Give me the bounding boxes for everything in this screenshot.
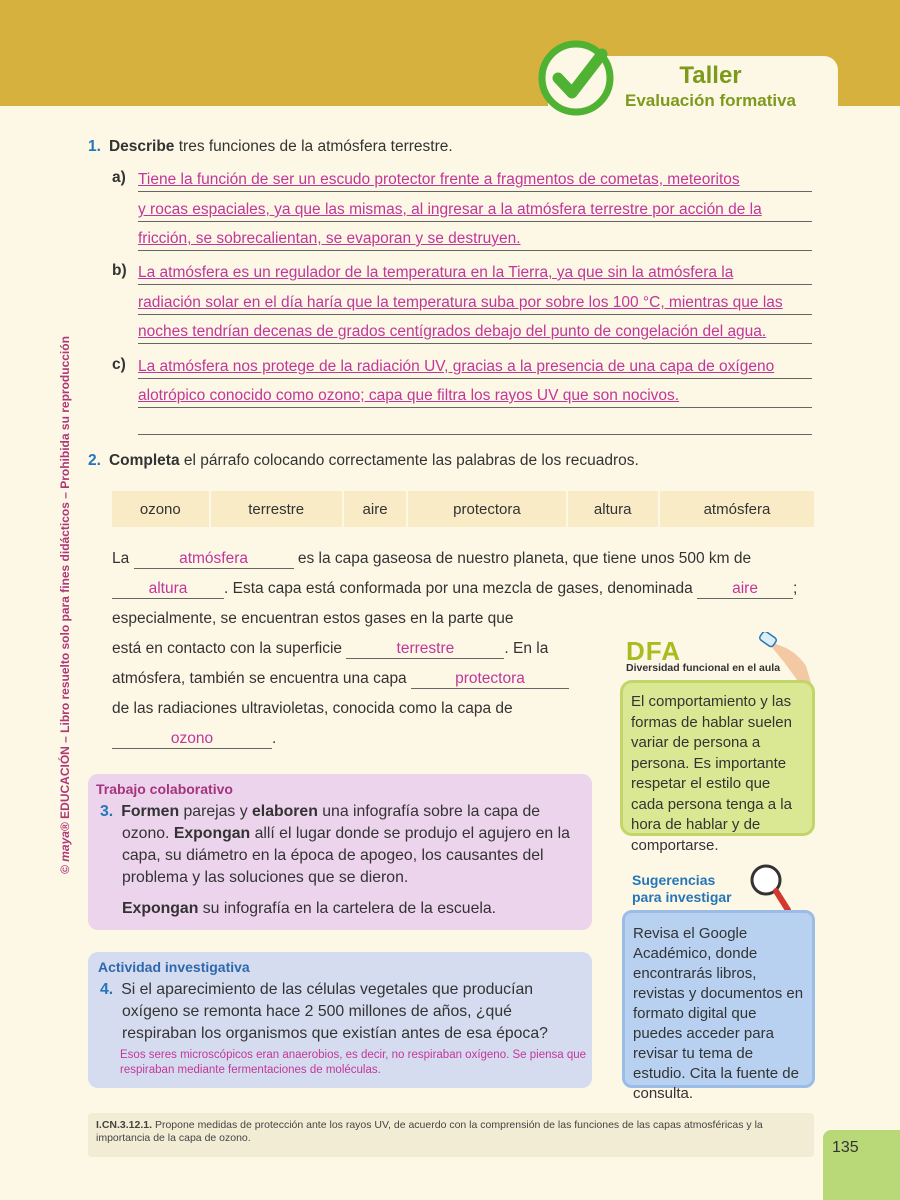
word-cell: aire: [343, 491, 408, 527]
text: Expongan: [122, 900, 199, 917]
word-cell: atmósfera: [659, 491, 814, 527]
word-bank: [112, 491, 814, 527]
text: atmósfera, también se encuentra una capa: [112, 670, 411, 687]
word-cell: protectora: [407, 491, 566, 527]
fill-blank: ozono: [112, 730, 272, 749]
answer-line: noches tendrían decenas de grados centígrados debajo del punto de congelación del agua.: [138, 321, 812, 344]
paragraph-line: especialmente, se encuentran estos gases en la parte que: [112, 610, 514, 627]
fill-blank: protectora: [411, 670, 569, 689]
question-text: el párrafo colocando correctamente las palabras de los recuadros.: [179, 452, 639, 469]
question-number: 2.: [88, 452, 101, 469]
investigation-answer: Esos seres microscópicos eran anaerobios, es decir, no respiraban oxígeno. Se piensa que respiraban mediante fermentaciones de moléculas.: [120, 1049, 587, 1076]
paragraph-line: de las radiaciones ultravioletas, conocida como la capa de: [112, 700, 513, 717]
word-cell: altura: [567, 491, 659, 527]
section-subtitle: Evaluación formativa: [624, 91, 796, 110]
side-credit: © maya® EDUCACIÓN – Libro resuelto solo para fines didácticos – Prohibida su reproducción: [58, 336, 72, 874]
question-1: [88, 138, 453, 156]
text: . Esta capa está conformada por una mezcla de gases, denominada: [224, 580, 698, 597]
fill-blank: atmósfera: [134, 550, 294, 569]
item-label-c: c): [112, 356, 126, 373]
fill-blank: aire: [697, 580, 793, 599]
text: . En la: [504, 640, 549, 657]
question-verb: Describe: [108, 138, 175, 155]
text: ;: [793, 580, 798, 597]
question-number: 4.: [100, 981, 114, 998]
answer-line: La atmósfera nos protege de la radiación UV, gracias a la presencia de una capa de oxígeno: [138, 356, 812, 379]
word-cell: ozono: [139, 500, 181, 518]
answer-line: alotrópico conocido como ozono; capa que filtra los rayos UV que son nocivos.: [138, 385, 812, 408]
collab-text: [100, 801, 580, 920]
paragraph-line: [112, 550, 751, 569]
dfa-subtitle: Diversidad funcional en el aula: [626, 662, 781, 674]
answer-line: [138, 412, 812, 435]
answer-line: Tiene la función de ser un escudo protector frente a fragmentos de cometas, meteoritos: [138, 169, 812, 192]
question-number: 3.: [100, 803, 114, 820]
text: La: [112, 550, 134, 567]
text: para investigar: [632, 889, 732, 905]
text: es la capa gaseosa de nuestro planeta, que tiene unos 500 km de: [293, 550, 752, 567]
text: parejas y: [179, 803, 253, 820]
investigation-title: Actividad investigativa: [98, 959, 250, 975]
word-cell: terrestre: [210, 491, 343, 527]
text: una infografía sobre la capa de ozono.: [122, 803, 541, 842]
text: Propone medidas de protección ante los rayos UV, de acuerdo con la comprensión de las funciones de las capas atmosféricas y la importancia de la capa de ozono.: [96, 1119, 763, 1144]
answer-line: y rocas espaciales, ya que las mismas, al ingresar a la atmósfera terrestre por acción de la: [138, 199, 812, 222]
text: elaboren: [252, 803, 318, 820]
suggestions-title: [632, 872, 732, 906]
dfa-logo: DFA: [626, 636, 681, 666]
text: allí el lugar donde se produjo el agujero en la capa, su diámetro en la época de apogeo, los causantes del problema y las soluciones que se dieron.: [122, 825, 570, 886]
text: está en contacto con la superficie: [112, 640, 347, 657]
collab-title: Trabajo colaborativo: [96, 781, 233, 797]
answer-line: La atmósfera es un regulador de la temperatura en la Tierra, ya que sin la atmósfera la: [138, 262, 812, 285]
text: su infografía en la cartelera de la escuela.: [198, 900, 497, 917]
item-label-b: b): [112, 262, 127, 279]
fill-blank: altura: [112, 580, 224, 599]
paragraph-line: [112, 580, 797, 599]
dfa-box: El comportamiento y las formas de hablar suelen variar de persona a persona. Es importante respetar el estilo que cada persona tenga a la hora de hablar y de comportarse.: [620, 680, 815, 836]
page-number: 135: [832, 1139, 859, 1156]
paragraph-line: [112, 670, 569, 689]
text: I.CN.3.12.1.: [96, 1119, 153, 1131]
text: .: [272, 730, 277, 747]
indicator-text: [96, 1119, 810, 1145]
brand-logo: maya: [58, 831, 72, 862]
text: Formen: [121, 803, 180, 820]
text: Si el aparecimiento de las células vegetales que producían oxígeno se remonta hace 2 500 millones de años, ¿qué respiraban los organismos que existían antes de esa época?: [121, 981, 548, 1042]
text: Sugerencias: [632, 872, 716, 888]
fill-blank: terrestre: [346, 640, 504, 659]
answer-line: radiación solar en el día haría que la temperatura suba por sobre los 100 °C, mientras que las: [138, 292, 812, 315]
suggestions-box: Revisa el Google Académico, donde encontrarás libros, revistas y documentos en formato digital que puedes acceder para revisar tu tema de estudio. Cita la fuente de consulta.: [622, 910, 815, 1088]
question-verb: Completa: [108, 452, 180, 469]
question-text: tres funciones de la atmósfera terrestre.: [174, 138, 453, 155]
question-number: 1.: [88, 138, 101, 155]
paragraph-line: [112, 730, 276, 749]
credit-text: EDUCACIÓN – Libro resuelto solo para fines didácticos – Prohibida su reproducción: [58, 336, 72, 819]
text: Expongan: [173, 825, 251, 842]
investigation-question: [100, 979, 580, 1045]
paragraph-line: [112, 640, 548, 659]
question-2: [88, 452, 639, 470]
magnifier-icon: [748, 862, 792, 914]
item-label-a: a): [112, 169, 126, 186]
answer-line: fricción, se sobrecalientan, se evaporan y se destruyen.: [138, 228, 812, 251]
section-title: Taller: [679, 62, 742, 89]
